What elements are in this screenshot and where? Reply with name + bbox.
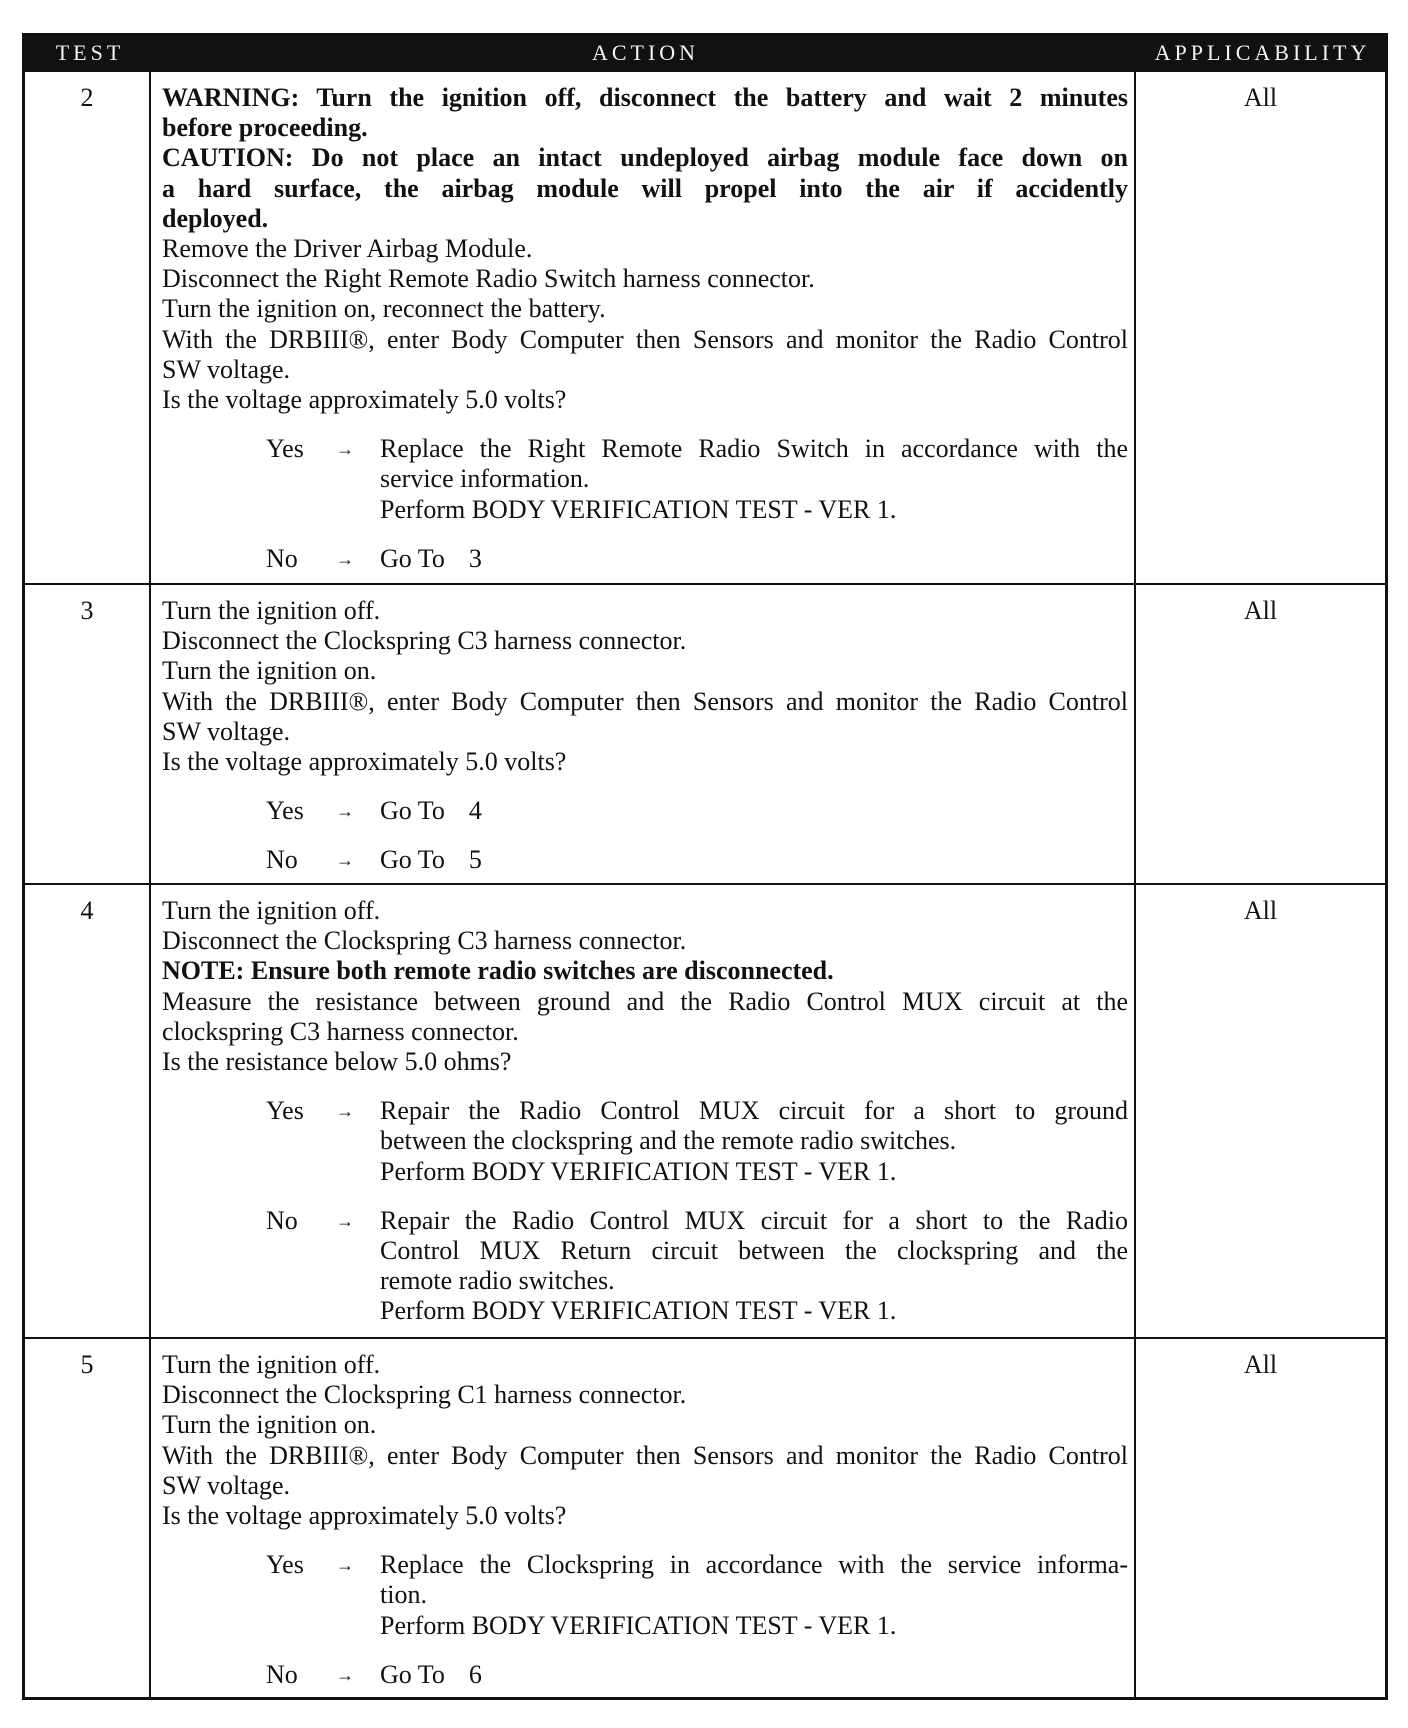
- text-line: Is the voltage approximately 5.0 volts?: [162, 1501, 567, 1531]
- applicability-cell: [1136, 885, 1385, 1337]
- instruction-paragraph: [162, 1441, 1128, 1501]
- instruction-paragraph: [162, 626, 1128, 656]
- text-line: CAUTION: Do not place an intact undeployed airbag module face down on: [162, 143, 1128, 173]
- instruction-paragraph: [162, 234, 1128, 264]
- text-line: SW voltage.: [162, 354, 291, 384]
- outcome-yes: [162, 796, 1128, 826]
- text-line: Disconnect the Clockspring C3 harness connector.: [162, 926, 687, 956]
- result-paragraph: [380, 1206, 1128, 1297]
- test-row: [25, 70, 1385, 583]
- go-to-label: Go To: [380, 845, 445, 875]
- test-number-cell: [25, 1339, 151, 1697]
- test-number-cell: [25, 585, 151, 883]
- answer-label: No: [266, 1659, 298, 1689]
- instruction-paragraph: [162, 926, 1128, 956]
- text-line: Measure the resistance between ground and the Radio Control MUX circuit at the: [162, 986, 1128, 1016]
- action-cell: [151, 72, 1136, 583]
- text-line: Turn the ignition on, reconnect the battery.: [162, 294, 606, 324]
- text-line: Disconnect the Clockspring C3 harness connector.: [162, 626, 687, 656]
- arrow-right-icon: →: [336, 548, 354, 569]
- applicability-value: All: [1243, 896, 1278, 925]
- applicability-cell: [1136, 72, 1385, 583]
- outcome-yes: [162, 434, 1128, 525]
- text-line: remote radio switches.: [380, 1266, 615, 1296]
- result-paragraph: [380, 1550, 1128, 1610]
- applicability-cell: [1136, 585, 1385, 883]
- header-action: ACTION: [591, 40, 700, 65]
- outcome-result: [380, 1096, 1128, 1187]
- outcome-result: [380, 434, 1128, 525]
- test-row: [25, 883, 1385, 1337]
- answer-label: No: [266, 845, 298, 875]
- answer-label: No: [266, 543, 298, 573]
- go-to-target: 6: [468, 1659, 482, 1689]
- text-line: deployed.: [162, 203, 269, 233]
- arrow-right-icon: →: [336, 1101, 354, 1122]
- result-paragraph: [380, 1611, 1128, 1641]
- text-line: Turn the ignition off.: [162, 896, 381, 925]
- test-number: 4: [80, 896, 94, 925]
- outcome-result: [380, 845, 1128, 875]
- applicability-value: All: [1243, 596, 1278, 625]
- header-test: TEST: [55, 40, 125, 65]
- text-line: Turn the ignition off.: [162, 1350, 381, 1379]
- instruction-paragraph: [162, 1501, 1128, 1531]
- instruction-paragraph: [162, 325, 1128, 385]
- outcome-result: [380, 1550, 1128, 1641]
- result-paragraph: [380, 495, 1128, 525]
- text-line: Turn the ignition off.: [162, 596, 381, 625]
- text-line: Is the resistance below 5.0 ohms?: [162, 1047, 512, 1077]
- instruction-paragraph: [162, 987, 1128, 1047]
- answer-label: Yes: [266, 1096, 304, 1126]
- arrow-right-icon: →: [336, 439, 354, 460]
- text-line: SW voltage.: [162, 716, 291, 746]
- text-line: service information.: [380, 464, 590, 494]
- text-line: Repair the Radio Control MUX circuit for a short to ground: [380, 1096, 1128, 1126]
- arrow-right-icon: →: [336, 1555, 354, 1576]
- warning-paragraph: [162, 956, 1128, 986]
- action-cell: [151, 885, 1136, 1337]
- test-number-cell: [25, 885, 151, 1337]
- text-line: Replace the Right Remote Radio Switch in accordance with the: [380, 434, 1128, 464]
- instruction-paragraph: [162, 687, 1128, 747]
- result-paragraph: [380, 1157, 1128, 1187]
- text-line: tion.: [380, 1580, 427, 1610]
- instruction-paragraph: [162, 1410, 1128, 1440]
- answer-label: No: [266, 1205, 298, 1235]
- warning-paragraph: [162, 143, 1128, 234]
- test-row: [25, 1337, 1385, 1697]
- text-line: Is the voltage approximately 5.0 volts?: [162, 747, 567, 777]
- action-cell: [151, 1339, 1136, 1697]
- text-line: Control MUX Return circuit between the clockspring and the: [380, 1236, 1128, 1266]
- text-line: Perform BODY VERIFICATION TEST - VER 1.: [380, 1156, 897, 1186]
- instruction-paragraph: [162, 385, 1128, 415]
- go-to-line: [380, 796, 1128, 826]
- text-line: SW voltage.: [162, 1470, 291, 1500]
- outcome-no: [162, 1660, 1128, 1690]
- text-line: Turn the ignition on.: [162, 1410, 377, 1440]
- outcome-no: [162, 845, 1128, 875]
- arrow-right-icon: →: [336, 801, 354, 822]
- text-line: With the DRBIII®, enter Body Computer then Sensors and monitor the Radio Control: [162, 324, 1128, 354]
- table-header: [25, 36, 1385, 70]
- text-line: Is the voltage approximately 5.0 volts?: [162, 385, 567, 415]
- text-line: before proceeding.: [162, 113, 368, 143]
- outcome-no: [162, 544, 1128, 574]
- answer-label: Yes: [266, 1550, 304, 1580]
- result-paragraph: [380, 1296, 1128, 1326]
- text-line: Disconnect the Right Remote Radio Switch harness connector.: [162, 264, 815, 294]
- outcome-result: [380, 544, 1128, 574]
- instruction-paragraph: [162, 1380, 1128, 1410]
- text-line: clockspring C3 harness connector.: [162, 1016, 519, 1046]
- go-to-label: Go To: [380, 543, 445, 573]
- test-number-cell: [25, 72, 151, 583]
- text-line: Turn the ignition on.: [162, 656, 377, 686]
- text-line: Perform BODY VERIFICATION TEST - VER 1.: [380, 1610, 897, 1640]
- text-line: Repair the Radio Control MUX circuit for a short to the Radio: [380, 1205, 1128, 1235]
- instruction-paragraph: [162, 747, 1128, 777]
- diagnostic-test-table: [22, 33, 1388, 1700]
- text-line: NOTE: Ensure both remote radio switches are disconnected.: [162, 956, 834, 986]
- test-number: 2: [80, 83, 94, 112]
- answer-label: Yes: [266, 434, 304, 464]
- test-number: 3: [80, 596, 94, 625]
- header-applicability: APPLICABILITY: [1154, 40, 1371, 65]
- go-to-label: Go To: [380, 1659, 445, 1689]
- applicability-value: All: [1243, 1350, 1278, 1379]
- text-line: With the DRBIII®, enter Body Computer then Sensors and monitor the Radio Control: [162, 1440, 1128, 1470]
- outcome-result: [380, 1660, 1128, 1690]
- go-to-label: Go To: [380, 796, 445, 826]
- instruction-paragraph: [162, 1350, 1128, 1380]
- action-cell: [151, 585, 1136, 883]
- instruction-paragraph: [162, 294, 1128, 324]
- arrow-right-icon: →: [336, 1664, 354, 1685]
- outcome-yes: [162, 1096, 1128, 1187]
- outcome-result: [380, 796, 1128, 826]
- instruction-paragraph: [162, 264, 1128, 294]
- arrow-right-icon: →: [336, 1210, 354, 1231]
- go-to-target: 5: [468, 845, 482, 875]
- table-body: [25, 70, 1385, 1697]
- applicability-value: All: [1243, 83, 1278, 112]
- instruction-paragraph: [162, 1047, 1128, 1077]
- text-line: Remove the Driver Airbag Module.: [162, 234, 533, 264]
- result-paragraph: [380, 434, 1128, 494]
- answer-label: Yes: [266, 796, 304, 826]
- arrow-right-icon: →: [336, 850, 354, 871]
- go-to-line: [380, 544, 1128, 574]
- text-line: a hard surface, the airbag module will propel into the air if accidently: [162, 173, 1128, 203]
- outcome-yes: [162, 1550, 1128, 1641]
- go-to-line: [380, 845, 1128, 875]
- go-to-target: 3: [468, 543, 482, 573]
- text-line: Perform BODY VERIFICATION TEST - VER 1.: [380, 494, 897, 524]
- text-line: Perform BODY VERIFICATION TEST - VER 1.: [380, 1296, 897, 1326]
- instruction-paragraph: [162, 896, 1128, 926]
- test-number: 5: [80, 1350, 94, 1379]
- applicability-cell: [1136, 1339, 1385, 1697]
- go-to-target: 4: [468, 796, 482, 826]
- outcome-no: [162, 1206, 1128, 1327]
- instruction-paragraph: [162, 656, 1128, 686]
- text-line: With the DRBIII®, enter Body Computer then Sensors and monitor the Radio Control: [162, 686, 1128, 716]
- instruction-paragraph: [162, 596, 1128, 626]
- go-to-line: [380, 1660, 1128, 1690]
- outcome-result: [380, 1206, 1128, 1327]
- text-line: Replace the Clockspring in accordance with the service informa-: [380, 1550, 1128, 1580]
- warning-paragraph: [162, 83, 1128, 143]
- test-row: [25, 583, 1385, 883]
- result-paragraph: [380, 1096, 1128, 1156]
- text-line: Disconnect the Clockspring C1 harness connector.: [162, 1380, 687, 1410]
- text-line: WARNING: Turn the ignition off, disconnect the battery and wait 2 minutes: [162, 83, 1128, 112]
- text-line: between the clockspring and the remote radio switches.: [380, 1126, 957, 1156]
